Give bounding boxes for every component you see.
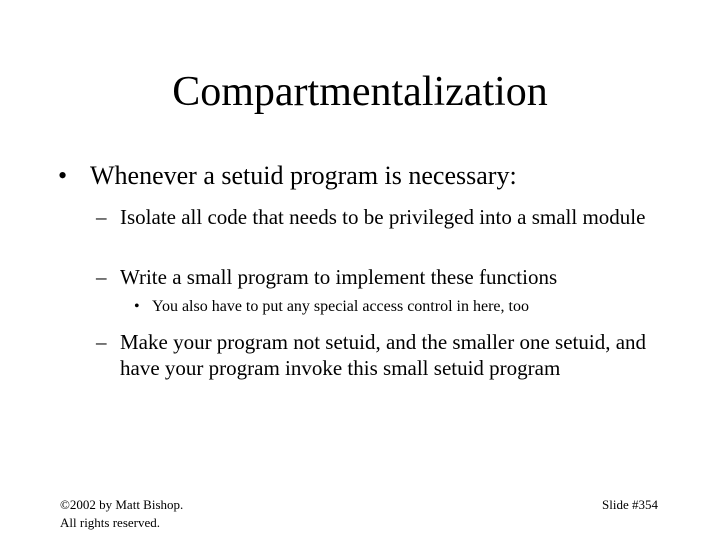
- subbullet-text: Isolate all code that needs to be privileged into a small module: [120, 205, 646, 229]
- subsubbullet-item: [134, 297, 674, 317]
- dash-marker: –: [96, 205, 107, 229]
- subbullet-item: [96, 264, 656, 290]
- dash-marker: –: [96, 330, 107, 354]
- bullet-marker: •: [134, 298, 140, 315]
- slide-title: Compartmentalization: [172, 69, 548, 115]
- copyright-text: ©2002 by Matt Bishop.: [60, 497, 184, 512]
- bullet-text: Whenever a setuid program is necessary:: [90, 161, 517, 190]
- slide-number: Slide #354: [602, 497, 658, 512]
- subsubbullet-text: You also have to put any special access control in here, too: [152, 298, 529, 315]
- subbullet-item: [96, 204, 656, 230]
- rights-text: All rights reserved.: [60, 515, 161, 530]
- subbullet-text: Write a small program to implement these functions: [120, 265, 558, 289]
- bullet-marker: •: [58, 161, 68, 190]
- subbullet-text: Make your program not setuid, and the smaller one setuid, and have your program invoke this small setuid program: [120, 330, 647, 380]
- subbullet-item: [96, 329, 656, 381]
- dash-marker: –: [96, 265, 107, 289]
- footer-copyright: [60, 496, 183, 532]
